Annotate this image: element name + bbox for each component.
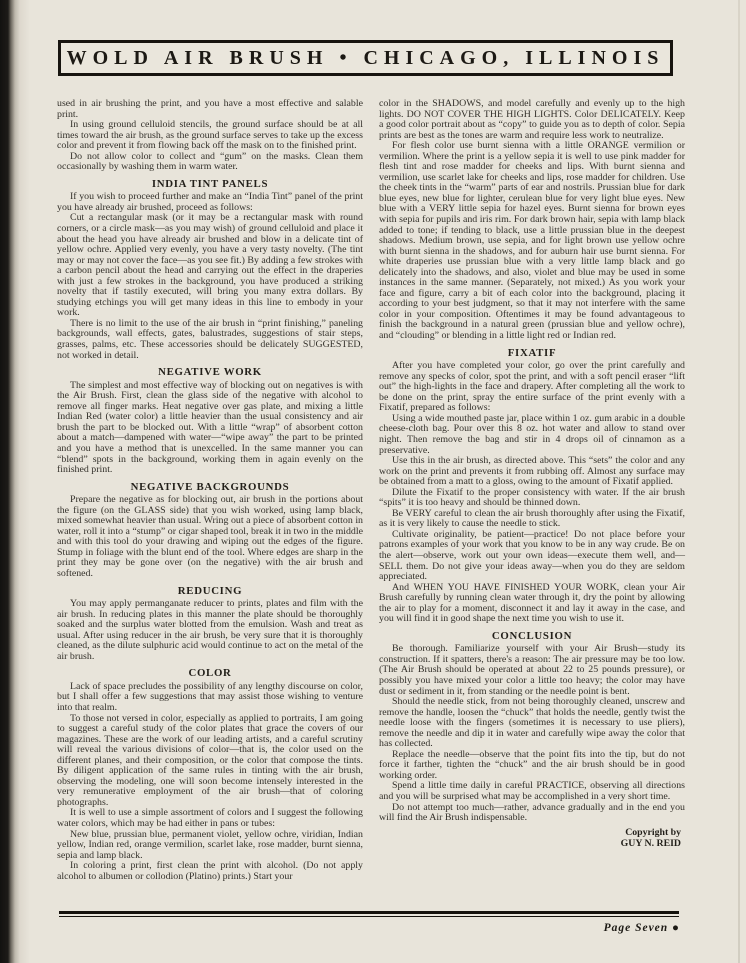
paragraph: Cultivate originality, be patient—practice! Do not place before your patrons examples of your work that you know to be in any way crude. Be on the alert—observe, work out your own ideas—execute them well, and—SELL them. Do not give your ideas away—when you do they are seldom appreciated. xyxy=(379,528,685,583)
copyright-block xyxy=(379,827,685,849)
paragraph: In coloring a print, first clean the print with alcohol. (Do not apply alcohol to albumen or collodion (Platino) prints.) Start your xyxy=(57,860,363,882)
left-column-content xyxy=(57,99,363,882)
paragraph: New blue, prussian blue, permanent violet, yellow ochre, viridian, Indian yellow, Indian red, orange vermilion, scarlet lake, rose madder, burnt sienna, sepia and lamp black. xyxy=(57,828,363,861)
paragraph: It is well to use a simple assortment of colors and I suggest the following water colors, which may be had either in pans or tubes: xyxy=(57,807,363,829)
right-column xyxy=(379,99,685,849)
paragraph: Use this in the air brush, as directed above. This “sets” the color and any work on the print and prevents it from rubbing off. Almost any surface may be obtained from a matt to a gloss, owing to the amount of Fixatif applied. xyxy=(379,455,685,488)
page-left-edge-shadow xyxy=(0,0,30,963)
paragraph: color in the SHADOWS, and model carefully and evenly up to the high lights. DO NOT COVER THE HIGH LIGHTS. Color DELICATELY. Keep a good color portrait about as “copy” to guide you as to depth of color. Sepia prints are best as the tones are warm and require less work to neutralize. xyxy=(379,98,685,141)
section-heading: INDIA TINT PANELS xyxy=(151,177,269,190)
section-heading: COLOR xyxy=(188,667,232,680)
paragraph: used in air brushing the print, and you have a most effective and salable print. xyxy=(57,98,363,120)
paragraph: Spend a little time daily in careful PRACTICE, observing all directions and you will be surprised what may be accomplished in a very short time. xyxy=(379,780,685,802)
paragraph: The simplest and most effective way of blocking out on negatives is with the Air Brush. First, clean the glass side of the negative with alcohol to remove all finger marks. Heat negative over gas plate, and mixing a little Indian Red (water color) a little heavier than the usual consistency and air brush the part to be blocked out. With a little “wrap” of absorbent cotton about a match—dampened with water—“wipe away” the part to be printed and you have a method that is unexcelled. In the same manner you can “blend” spots in the background, working them in again evenly on the finished print. xyxy=(57,379,363,476)
paragraph: There is no limit to the use of the air brush in “print finishing,” paneling backgrounds, wall effects, gates, balustrades, suggestions of stair steps, grasses, palms, etc. These accessories should be delicately SUGGESTED, not worked in detail. xyxy=(57,317,363,361)
section-heading: NEGATIVE BACKGROUNDS xyxy=(130,480,290,493)
paragraph: After you have completed your color, go over the print carefully and remove any specks of color, spot the print, and with a soft pencil eraser “lift out” the high-lights in the face and drapery. After completing all the work to be done on the print, spray the entire surface of the print evenly with a Fixatif, prepared as follows: xyxy=(379,360,685,414)
section-heading: REDUCING xyxy=(177,584,243,597)
paragraph: To those not versed in color, especially as applied to portraits, I am going to suggest a careful study of the color plates that grace the covers of our magazines. These are the work of our leading artists, and a careful scrutiny will reveal the various divisions of color—that is, the color used on the different planes, and their composition, or the color that compose the tints. By diligent application of the same rules in tinting with the air brush, observing the modeling, one will soon become intensely interested in the very remunerative employment of the air brush—that of coloring photographs. xyxy=(57,712,363,808)
right-column-content xyxy=(379,99,685,824)
paragraph: In using ground celluloid stencils, the ground surface should be at all times toward the air brush, as the ground surface serves to take up the excess color and prevent it from flowing back off the mask on to the finished print. xyxy=(57,119,363,152)
left-column xyxy=(57,99,363,882)
paragraph: Dilute the Fixatif to the proper consistency with water. If the air brush “spits” it is too heavy and should be thinned down. xyxy=(379,486,685,509)
paragraph: Replace the needle—observe that the point fits into the tip, but do not force it farther, tighten the “chuck” and the air brush should be in good working order. xyxy=(379,748,685,781)
paragraph: For flesh color use burnt sienna with a little ORANGE vermilion or vermilion. Where the print is a yellow sepia it is well to use pink madder for flesh tint and rose madder for cheeks and lips. With burnt sienna and vermilion, use scarlet lake for cheeks and lips, rose madder for children. Use the cheek tints in the “warm” parts of ear and nostrils. Prussian blue for dark blue eyes, new blue for lighter, cerulean blue for very light blue eyes. New blue with a VERY little sepia for hazel eyes. Burnt sienna for brown eyes with sepia for pupils and iris rim. For dark brown hair, sepia with lamp black added to tone; if tending to black, use a little prussian blue in the deepest shadows. Medium brown, use sepia, and for light brown use yellow ochre with burnt sienna in the shadows, and for auburn hair use burnt sienna. For white draperies use prussian blue with a very little lamp black and go delicately into the shadows, and also, violet and blue may be used in some instances in the same manner. (Separately, not mixed.) As you work your face and figure, carry a bit of each color into the background, placing it according to your best judgment, so that it may not interfere with the same color in your composition. Oftentimes it may be found advantageous to finish the background in a natural green (prussian blue and yellow ochre), and “clouding” or blending in a little light red or Indian red. xyxy=(379,140,685,342)
paragraph: Do not allow color to collect and “gum” on the masks. Clean them occasionally by washing them in warm water. xyxy=(57,150,363,173)
section-heading: FIXATIF xyxy=(507,346,557,359)
paragraph: Be VERY careful to clean the air brush thoroughly after using the Fixatif, as it is very likely to cause the needle to stick. xyxy=(379,507,685,530)
paragraph: Cut a rectangular mask (or it may be a rectangular mask with round corners, or a circle mask—as you may wish) of ground celluloid and place it about the head you have already air brushed and blow in a delicate tint of yellow ochre. Applied very evenly, you have a very tasty novelty. (The tint may or may not cover the face—as you see fit.) By adding a few strokes with a carbon pencil about the head and carrying out the effect in the draperies with just a few strokes in the background, you have produced a striking novelty that if tastily executed, will bring you many extra dollars. By studying etchings you will get many ideas in this line to embody in your work. xyxy=(57,212,363,319)
paragraph: You may apply permanganate reducer to prints, plates and film with the air brush. In reducing plates in this manner the plate should be thoroughly soaked and the surplus water blotted from the emulsion. Wash and treat as usual. After using reducer in the air brush, be very sure that it is thoroughly cleaned, as the dilute sulphuric acid would continue to act on the metal of the air brush. xyxy=(57,598,363,662)
section-heading: CONCLUSION xyxy=(491,629,573,642)
page-right-edge-line xyxy=(738,0,740,963)
footer-rule xyxy=(59,911,679,917)
paragraph: Prepare the negative as for blocking out, air brush in the portions about the figure (on the GLASS side) that you wish worked, using lamp black, mixed somewhat heavier than usual. Wring out a piece of absorbent cotton in water, roll it into a “stump” or cigar shaped tool, break it in two in the middle and with this tool do your drawing and wiping out the edges of the figure. Stump in foliage with the blunt end of the tool. Where edges are sharp in the print they may be gone over (on the negative) with the air brush and softened. xyxy=(57,494,363,579)
copyright-author: GUY N. REID xyxy=(620,837,681,849)
section-heading: NEGATIVE WORK xyxy=(158,366,262,379)
paragraph: Lack of space precludes the possibility of any lengthy discourse on color, but I shall offer a few suggestions that may assist those wishing to venture into that realm. xyxy=(57,680,363,713)
masthead-title: WOLD AIR BRUSH • CHICAGO, ILLINOIS xyxy=(66,46,665,69)
paragraph: Should the needle stick, from not being thoroughly cleaned, unscrew and remove the handle, loosen the “chuck” that holds the needle, gently twist the needle loose with the fingers (sometimes it is necessary to use pliers), remove the needle and dip it in water and carefully wipe away the color that has collected. xyxy=(379,696,685,750)
paragraph: Be thorough. Familiarize yourself with your Air Brush—study its construction. If it spatters, there's a reason: The air pressure may be too low. (The Air Brush should be operated at about 22 to 25 pounds pressure), or possibly you have mixed your color a little too heavy; the color may have dust or sediment in it, from standing or the needle point is bent. xyxy=(379,643,685,697)
masthead-box xyxy=(58,40,673,76)
page-number: Page Seven ● xyxy=(603,922,680,934)
paragraph: And WHEN YOU HAVE FINISHED YOUR WORK, clean your Air Brush carefully by running clean water through it, dry the point by allowing the air to play for a moment, disconnect it and lay it away in the case, and you will find it in good shape the next time you wish to use it. xyxy=(379,581,685,625)
copyright-line: Copyright by xyxy=(625,826,681,838)
paragraph: If you wish to proceed further and make an “India Tint” panel of the print you have already air brushed, proceed as follows: xyxy=(57,191,363,213)
paragraph: Using a wide mouthed paste jar, place within 1 oz. gum arabic in a double cheese-cloth bag. Pour over this 8 oz. hot water and allow to stand over night. Then remove the bag and stir in 4 drops oil of cinnamon as a preservative. xyxy=(379,412,685,456)
paragraph: Do not attempt too much—rather, advance gradually and in the end you will find the Air Brush indispensable. xyxy=(379,801,685,824)
